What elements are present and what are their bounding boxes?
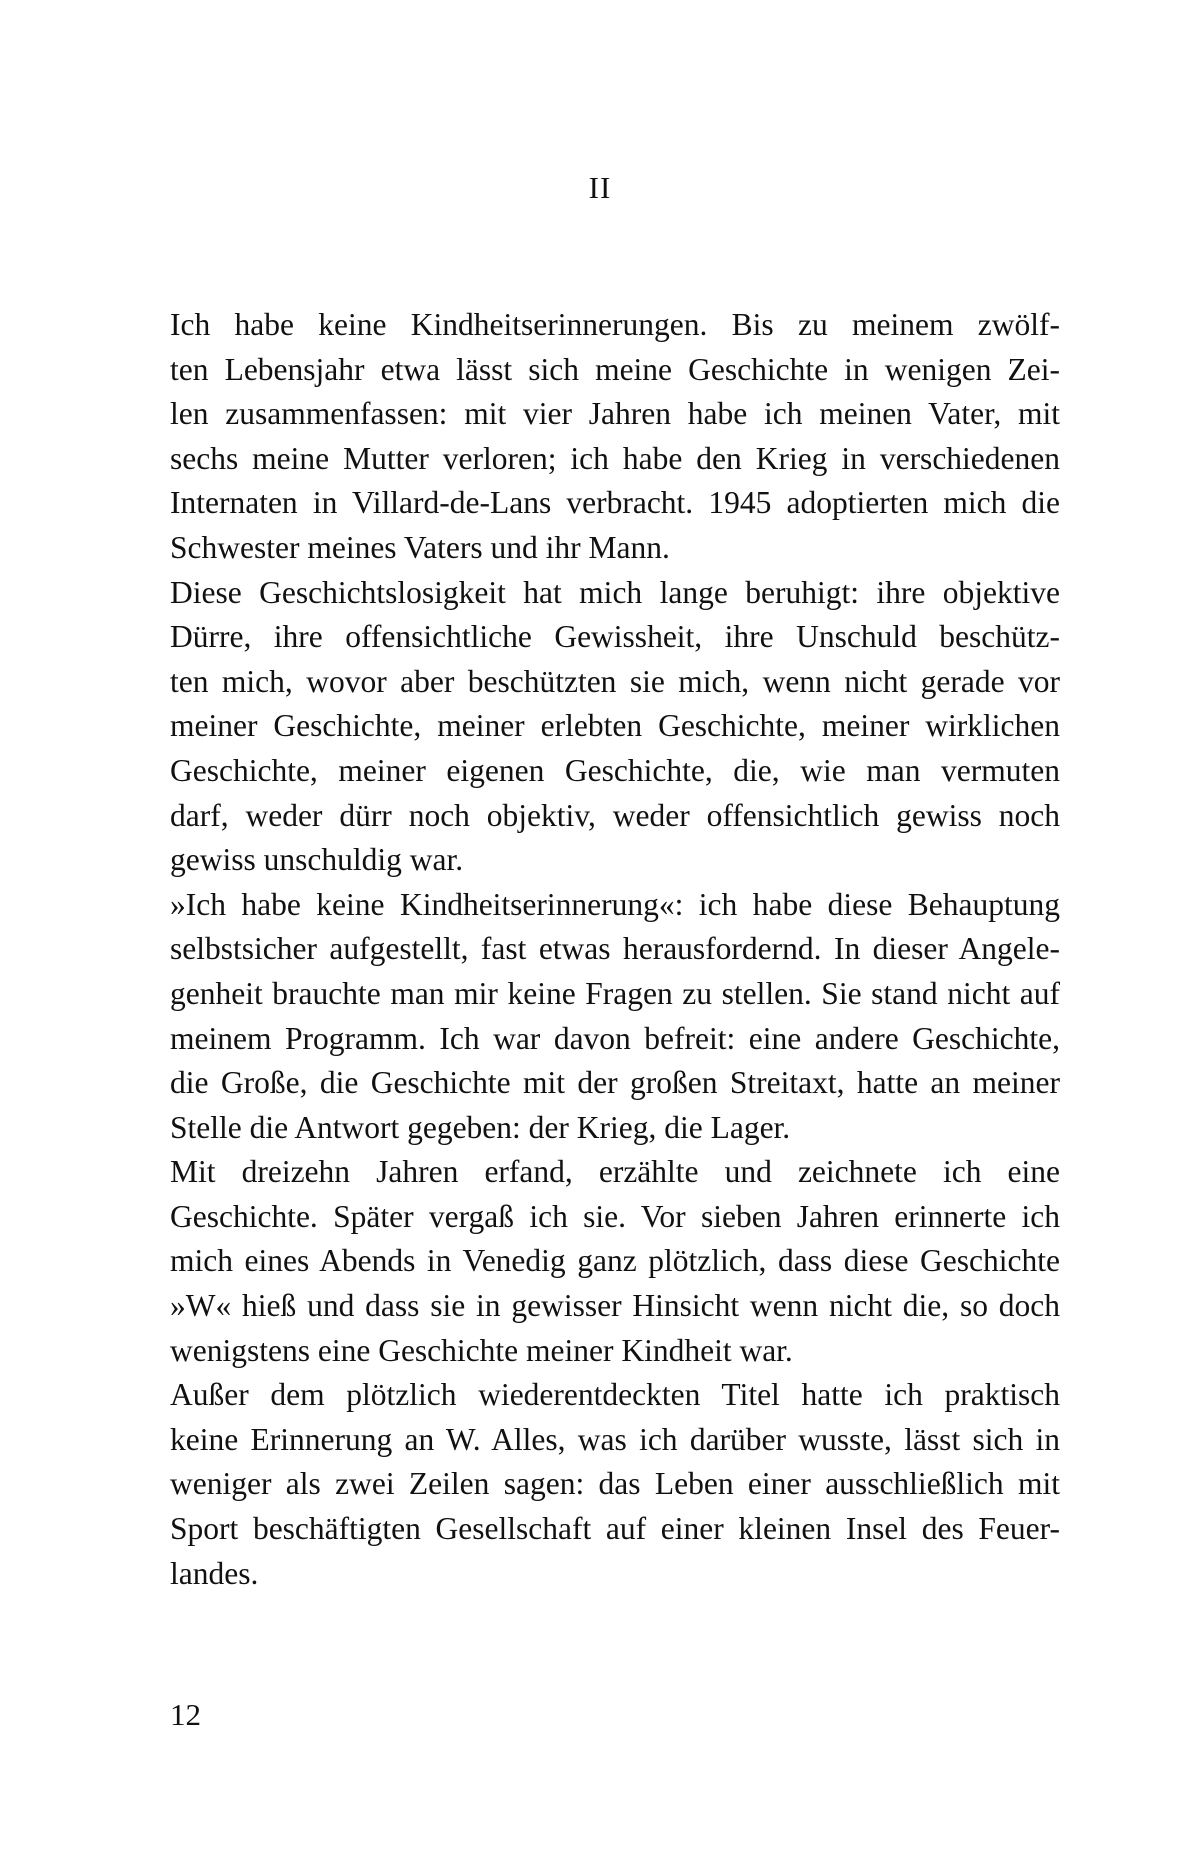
text-line: Stelle die Antwort gegeben: der Krieg, die Lager. — [170, 1109, 791, 1145]
paragraph — [170, 1150, 1060, 1373]
text-line: ten mich, wovor aber beschützten sie mich, wenn nicht gerade vor — [170, 663, 1060, 699]
text-line: »Ich habe keine Kindheitserinnerung«: ich habe diese Behauptung — [170, 886, 1060, 922]
text-line: Diese Geschichtslosigkeit hat mich lange beruhigt: ihre objektive — [170, 574, 1060, 610]
text-line: Dürre, ihre offensichtliche Gewissheit, ihre Unschuld beschütz- — [170, 619, 1060, 655]
text-line: len zusammenfassen: mit vier Jahren habe ich meinen Vater, mit — [170, 396, 1060, 432]
text-line: die Große, die Geschichte mit der großen Streitaxt, hatte an meiner — [170, 1065, 1060, 1101]
text-line: Internaten in Villard-de-Lans verbracht. 1945 adoptierten mich die — [170, 485, 1060, 521]
text-line: Schwester meines Vaters und ihr Mann. — [170, 529, 670, 565]
text-line: mich eines Abends in Venedig ganz plötzlich, dass diese Geschichte — [170, 1243, 1060, 1279]
paragraph — [170, 571, 1060, 883]
text-line: »W« hieß und dass sie in gewisser Hinsicht wenn nicht die, so doch — [170, 1288, 1060, 1324]
body-text — [170, 303, 1060, 1596]
page-number: 12 — [170, 1697, 201, 1732]
paragraph — [170, 1373, 1060, 1596]
text-line: Sport beschäftigten Gesellschaft auf einer kleinen Insel des Feuer- — [170, 1511, 1060, 1547]
text-line: gewiss unschuldig war. — [170, 842, 464, 878]
text-line: Außer dem plötzlich wiederentdeckten Titel hatte ich praktisch — [170, 1377, 1060, 1413]
text-line: Geschichte, meiner eigenen Geschichte, die, wie man vermuten — [170, 752, 1060, 788]
chapter-heading: II — [588, 170, 612, 205]
paragraph — [170, 303, 1060, 571]
text-line: sechs meine Mutter verloren; ich habe den Krieg in verschiedenen — [170, 440, 1060, 476]
text-line: Geschichte. Später vergaß ich sie. Vor sieben Jahren erinnerte ich — [170, 1198, 1060, 1234]
text-line: Mit dreizehn Jahren erfand, erzählte und zeichnete ich eine — [170, 1154, 1060, 1190]
text-line: wenigstens eine Geschichte meiner Kindheit war. — [170, 1332, 793, 1368]
text-line: meinem Programm. Ich war davon befreit: eine andere Geschichte, — [170, 1020, 1060, 1056]
text-line: keine Erinnerung an W. Alles, was ich darüber wusste, lässt sich in — [170, 1421, 1060, 1457]
text-line: weniger als zwei Zeilen sagen: das Leben einer ausschließlich mit — [170, 1466, 1060, 1502]
paragraph — [170, 883, 1060, 1151]
text-line: landes. — [170, 1555, 259, 1591]
text-line: ten Lebensjahr etwa lässt sich meine Geschichte in wenigen Zei- — [170, 351, 1060, 387]
text-line: genheit brauchte man mir keine Fragen zu stellen. Sie stand nicht auf — [170, 975, 1060, 1011]
text-line: Ich habe keine Kindheitserinnerungen. Bis zu meinem zwölf- — [170, 307, 1060, 342]
text-line: darf, weder dürr noch objektiv, weder offensichtlich gewiss noch — [170, 797, 1060, 833]
text-line: selbstsicher aufgestellt, fast etwas herausfordernd. In dieser Angele- — [170, 931, 1060, 967]
text-line: meiner Geschichte, meiner erlebten Geschichte, meiner wirklichen — [170, 708, 1060, 744]
